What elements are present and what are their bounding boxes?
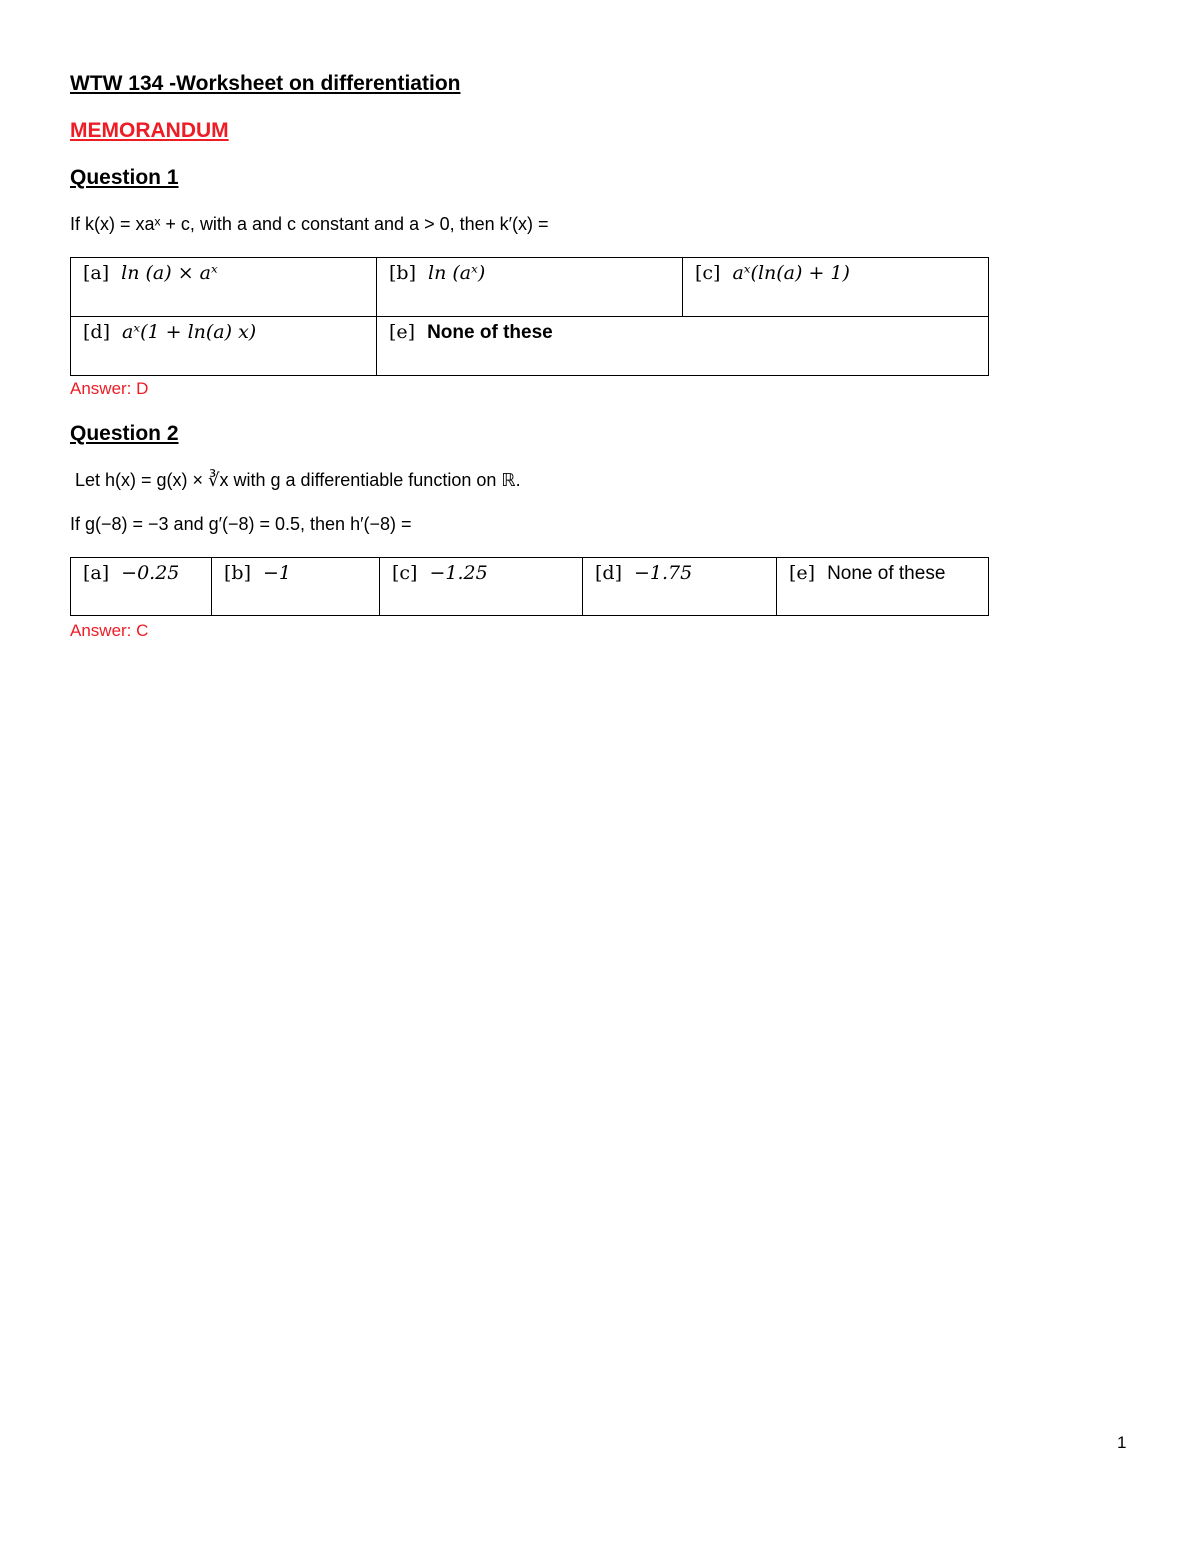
option-text: ln (aˣ) (428, 262, 486, 284)
option-a (71, 558, 212, 616)
option-b (212, 558, 380, 616)
option-e (377, 317, 989, 376)
option-c (380, 558, 583, 616)
question-2-line-2: If g(−8) = −3 and g′(−8) = 0.5, then h′(−8) = (70, 514, 412, 534)
option-text: aˣ(ln(a) + 1) (732, 262, 850, 284)
option-label: [e] (789, 562, 816, 584)
option-e (777, 558, 989, 616)
memorandum-heading: MEMORANDUM (70, 119, 229, 142)
question-2-answer: Answer: C (70, 621, 149, 640)
question-1-prompt: If k(x) = xaˣ + c, with a and c constant and a > 0, then k′(x) = (70, 214, 549, 234)
option-text: aˣ(1 + ln(a) x) (122, 321, 257, 343)
question-1-answer: Answer: D (70, 379, 149, 398)
question-2-options (70, 557, 989, 616)
option-a (71, 258, 377, 317)
question-1-heading: Question 1 (70, 166, 179, 189)
option-label: [d] (83, 321, 110, 343)
option-text: ln (a) × aˣ (121, 262, 218, 284)
worksheet-title: WTW 134 -Worksheet on differentiation (70, 72, 461, 95)
option-b (377, 258, 683, 317)
option-text: None of these (427, 322, 553, 343)
question-2-line-1: Let h(x) = g(x) × ∛x with g a differentiable function on ℝ. (75, 470, 521, 490)
option-d (583, 558, 777, 616)
question-1-options (70, 257, 989, 376)
option-label: [d] (595, 562, 622, 584)
option-label: [e] (389, 321, 416, 343)
option-text: −1.75 (634, 562, 693, 584)
question-2-heading: Question 2 (70, 422, 179, 445)
option-text: −1 (263, 562, 292, 584)
option-label: [b] (389, 262, 416, 284)
option-text: −1.25 (429, 562, 488, 584)
option-label: [b] (224, 562, 251, 584)
option-c (683, 258, 989, 317)
option-d (71, 317, 377, 376)
option-text: −0.25 (121, 562, 180, 584)
option-label: [c] (695, 262, 721, 284)
option-label: [a] (83, 562, 110, 584)
option-label: [c] (392, 562, 418, 584)
option-label: [a] (83, 262, 110, 284)
option-text: None of these (827, 563, 946, 584)
page-number: 1 (1117, 1433, 1127, 1452)
